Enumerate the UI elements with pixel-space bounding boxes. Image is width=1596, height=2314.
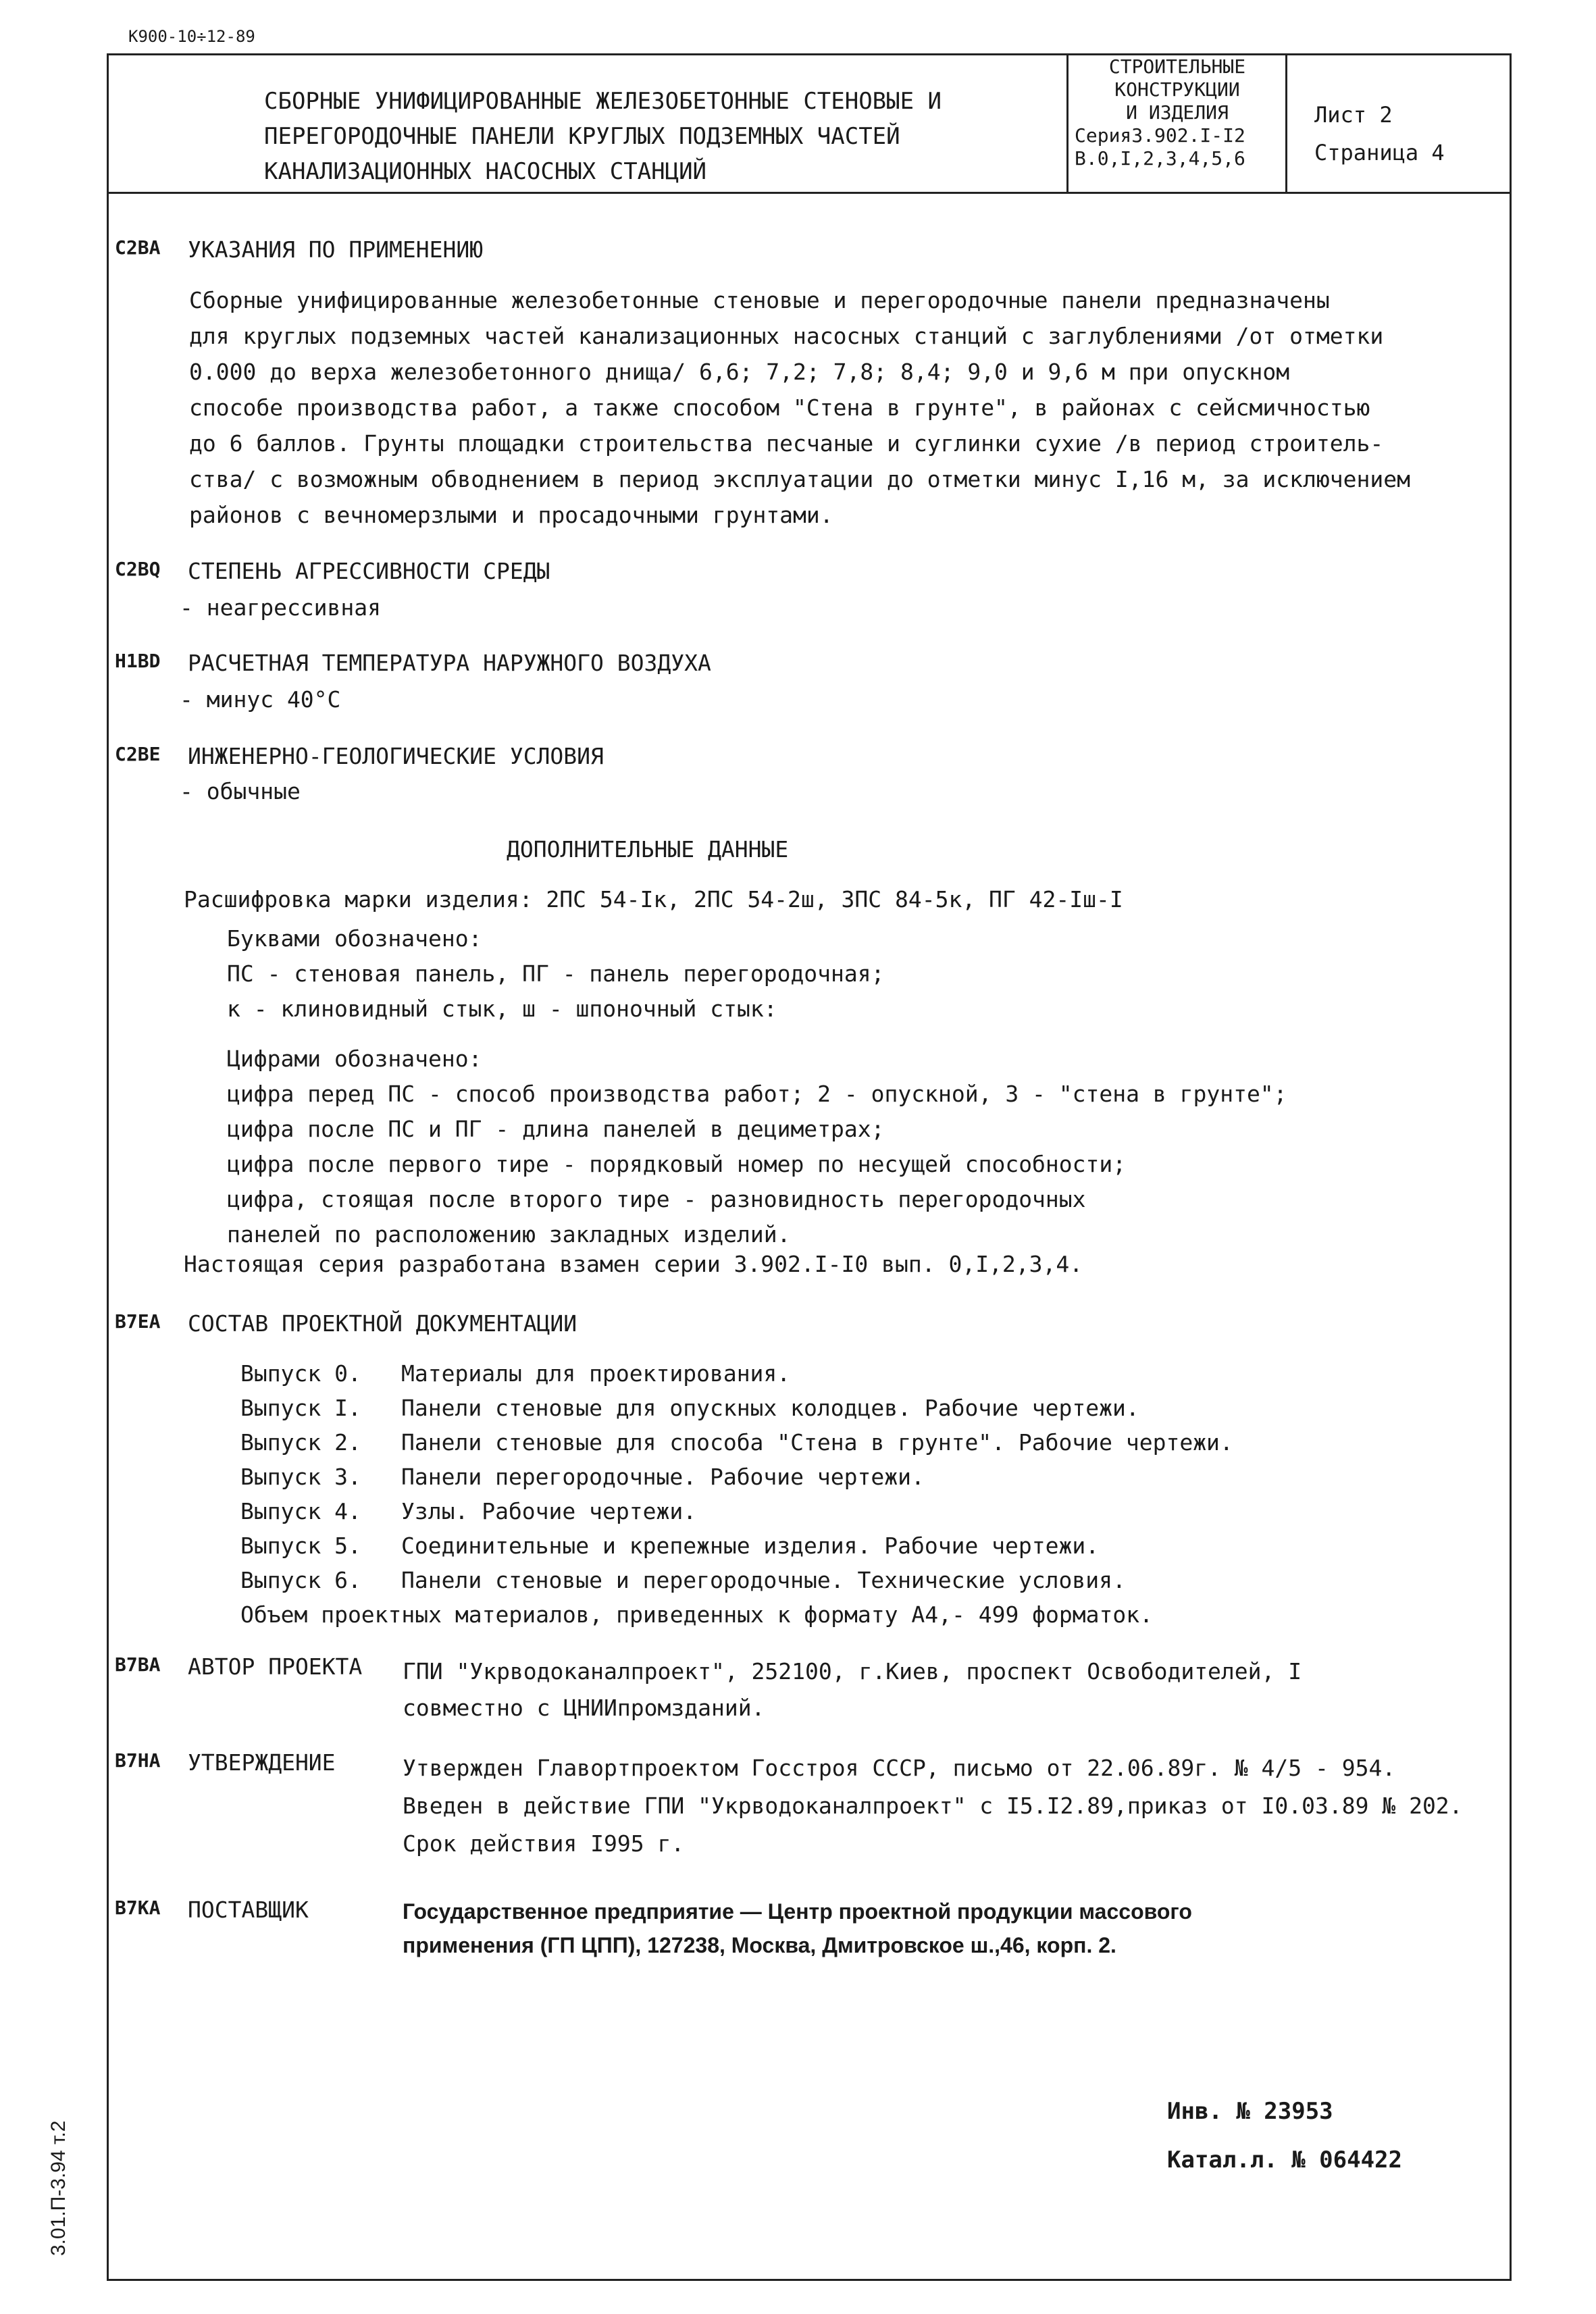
- text-line: Сборные унифицированные железобетонные стеновые и перегородочные панели предназначены: [189, 287, 1330, 313]
- title-block-series: [1072, 55, 1283, 170]
- section-code: В7НА: [115, 1749, 161, 1772]
- section-heading: СТЕПЕНЬ АГРЕССИВНОСТИ СРЕДЫ: [188, 558, 550, 584]
- issue-number: Выпуск 4.: [240, 1498, 361, 1524]
- section-heading: РАСЧЕТНАЯ ТЕМПЕРАТУРА НАРУЖНОГО ВОЗДУХА: [188, 650, 711, 676]
- title-line: ПЕРЕГОРОДОЧНЫЕ ПАНЕЛИ КРУГЛЫХ ПОДЗЕМНЫХ ЧАСТЕЙ: [264, 123, 900, 150]
- issue-number: Выпуск I.: [240, 1395, 361, 1421]
- legend-line: цифра, стоящая после второго тире - разновидность перегородочных: [227, 1186, 1086, 1212]
- text-line: Утвержден Главортпроектом Госстроя СССР, письмо от 22.06.89г. № 4/5 - 954.: [403, 1755, 1396, 1781]
- issue-title: Панели стеновые для опускных колодцев. Рабочие чертежи.: [401, 1395, 1139, 1421]
- legend-line: цифра перед ПС - способ производства работ; 2 - опускной, 3 - "стена в грунте";: [227, 1081, 1287, 1107]
- text-line: Государственное предприятие — Центр проектной продукции массового: [403, 1899, 1192, 1924]
- category-line: СТРОИТЕЛЬНЫЕ: [1108, 55, 1246, 78]
- section-code: С2ВА: [115, 236, 161, 259]
- text-line: Срок действия I995 г.: [403, 1830, 685, 1857]
- section-code: В7КА: [115, 1897, 161, 1919]
- title-block-divider: [1066, 55, 1069, 192]
- issue-title: Панели перегородочные. Рабочие чертежи.: [401, 1464, 925, 1490]
- text-line: 0.000 до верха железобетонного днища/ 6,6; 7,2; 7,8; 8,4; 9,0 и 9,6 м при опускном: [189, 359, 1290, 385]
- title-block-divider: [1285, 55, 1287, 192]
- text-line: способе производства работ, а также способом "Стена в грунте", в районах с сейсмичностью: [189, 394, 1370, 421]
- legend-heading: Буквами обозначено:: [227, 925, 482, 952]
- legend-line: цифра после ПС и ПГ - длина панелей в дециметрах;: [227, 1116, 885, 1142]
- title-line: СБОРНЫЕ УНИФИЦИРОВАННЫЕ ЖЕЛЕЗОБЕТОННЫЕ СТЕНОВЫЕ И: [264, 88, 942, 115]
- section-heading: УКАЗАНИЯ ПО ПРИМЕНЕНИЮ: [188, 236, 484, 263]
- volume-note: Объем проектных материалов, приведенных к формату А4,- 499 форматок.: [240, 1601, 1154, 1628]
- text-line: применения (ГП ЦПП), 127238, Москва, Дмитровское ш.,46, корп. 2.: [403, 1933, 1116, 1957]
- text-line: до 6 баллов. Грунты площадки строительства песчаные и суглинки сухие /в период строитель-: [189, 430, 1384, 457]
- section-code: С2ВQ: [115, 558, 161, 580]
- issue-title: Материалы для проектирования.: [401, 1360, 791, 1387]
- issue-number: Выпуск 0.: [240, 1360, 361, 1387]
- section-heading: УТВЕРЖДЕНИЕ: [188, 1749, 336, 1776]
- author-text: [403, 1653, 1302, 1726]
- section-value: - обычные: [180, 778, 301, 804]
- category-line: КОНСТРУКЦИИ: [1114, 78, 1240, 101]
- side-code: 3.01.П-3.94 т.2: [47, 2120, 70, 2256]
- text-line: районов с вечномерзлыми и просадочными грунтами.: [189, 502, 833, 528]
- issue-item: [240, 1425, 1233, 1460]
- section-value: - неагрессивная: [180, 594, 382, 621]
- text-line: ства/ с возможным обводнением в период эксплуатации до отметки минус I,16 м, за исключением: [189, 466, 1410, 492]
- legend-line: ПС - стеновая панель, ПГ - панель перегородочная;: [227, 960, 885, 987]
- letters-legend: [227, 921, 885, 1027]
- section-heading: СОСТАВ ПРОЕКТНОЙ ДОКУМЕНТАЦИИ: [188, 1310, 577, 1337]
- frame-border: [1510, 194, 1512, 2281]
- text-line: Введен в действие ГПИ "Укрводоканалпроект" с I5.I2.89,приказ от I0.03.89 № 202.: [403, 1793, 1463, 1819]
- approval-text: [403, 1749, 1463, 1863]
- application-text: [189, 282, 1499, 533]
- issue-number: Выпуск 6.: [240, 1567, 361, 1593]
- replacement-note: Настоящая серия разработана взамен серии 3.902.I-I0 вып. 0,I,2,3,4.: [184, 1251, 1083, 1277]
- legend-heading: Цифрами обозначено:: [227, 1046, 482, 1072]
- section-code: Н1ВD: [115, 650, 161, 672]
- additional-heading: ДОПОЛНИТЕЛЬНЫЕ ДАННЫЕ: [507, 836, 789, 863]
- issue-number: Выпуск 3.: [240, 1464, 361, 1490]
- issue-title: Соединительные и крепежные изделия. Рабочие чертежи.: [401, 1533, 1100, 1559]
- series-issues: В.0,I,2,3,4,5,6: [1075, 147, 1245, 170]
- section-heading: ИНЖЕНЕРНО-ГЕОЛОГИЧЕСКИЕ УСЛОВИЯ: [188, 743, 604, 769]
- issues-list: [240, 1356, 1233, 1632]
- catalog-number: Катал.л. № 064422: [1167, 2146, 1402, 2174]
- legend-line: цифра после первого тире - порядковый номер по несущей способности;: [227, 1151, 1127, 1177]
- issue-item: [240, 1563, 1233, 1597]
- marking-decoding: Расшифровка марки изделия: 2ПС 54-Iк, 2ПС 54-2ш, 3ПС 84-5к, ПГ 42-Iш-I: [184, 886, 1123, 912]
- title-block-sheet: [1314, 96, 1445, 172]
- text-line: для круглых подземных частей канализационных насосных станций с заглублениями /от отметки: [189, 323, 1384, 349]
- issue-item: [240, 1356, 1233, 1391]
- title-line: КАНАЛИЗАЦИОННЫХ НАСОСНЫХ СТАНЦИЙ: [264, 158, 707, 185]
- supplier-text: [403, 1895, 1192, 1962]
- issue-title: Панели стеновые и перегородочные. Технические условия.: [401, 1567, 1126, 1593]
- section-code: В7ВА: [115, 1653, 161, 1676]
- text-line: совместно с ЦНИИпромзданий.: [403, 1695, 765, 1721]
- digits-legend: [227, 1042, 1287, 1252]
- title-block: [107, 53, 1512, 194]
- section-code: В7ЕА: [115, 1310, 161, 1333]
- legend-line: к - клиновидный стык, ш - шпоночный стык:: [227, 996, 777, 1022]
- issue-number: Выпуск 5.: [240, 1533, 361, 1559]
- issue-title: Узлы. Рабочие чертежи.: [401, 1498, 697, 1524]
- document-code: К900-10÷12-89: [128, 27, 255, 46]
- issue-item: [240, 1528, 1233, 1563]
- section-heading: ПОСТАВЩИК: [188, 1897, 309, 1923]
- sheet-number: Лист 2: [1314, 102, 1393, 128]
- text-line: ГПИ "Укрводоканалпроект", 252100, г.Киев, проспект Освободителей, I: [403, 1658, 1302, 1685]
- frame-border: [107, 194, 109, 2281]
- section-value: - минус 40°С: [180, 686, 341, 713]
- section-code: С2ВЕ: [115, 743, 161, 765]
- issue-item: [240, 1494, 1233, 1528]
- issue-title: Панели стеновые для способа "Стена в грунте". Рабочие чертежи.: [401, 1429, 1233, 1456]
- legend-line: панелей по расположению закладных изделий.: [227, 1221, 791, 1248]
- frame-border: [107, 2279, 1512, 2281]
- issue-item: [240, 1460, 1233, 1494]
- inventory-number: Инв. № 23953: [1167, 2098, 1333, 2125]
- issue-item: [240, 1391, 1233, 1425]
- issue-number: Выпуск 2.: [240, 1429, 361, 1456]
- page-number: Страница 4: [1314, 140, 1445, 165]
- section-heading: АВТОР ПРОЕКТА: [188, 1653, 363, 1680]
- series-number: Серия3.902.I-I2: [1075, 124, 1245, 147]
- title-block-name: [264, 84, 1162, 189]
- category-line: И ИЗДЕЛИЯ: [1126, 101, 1229, 124]
